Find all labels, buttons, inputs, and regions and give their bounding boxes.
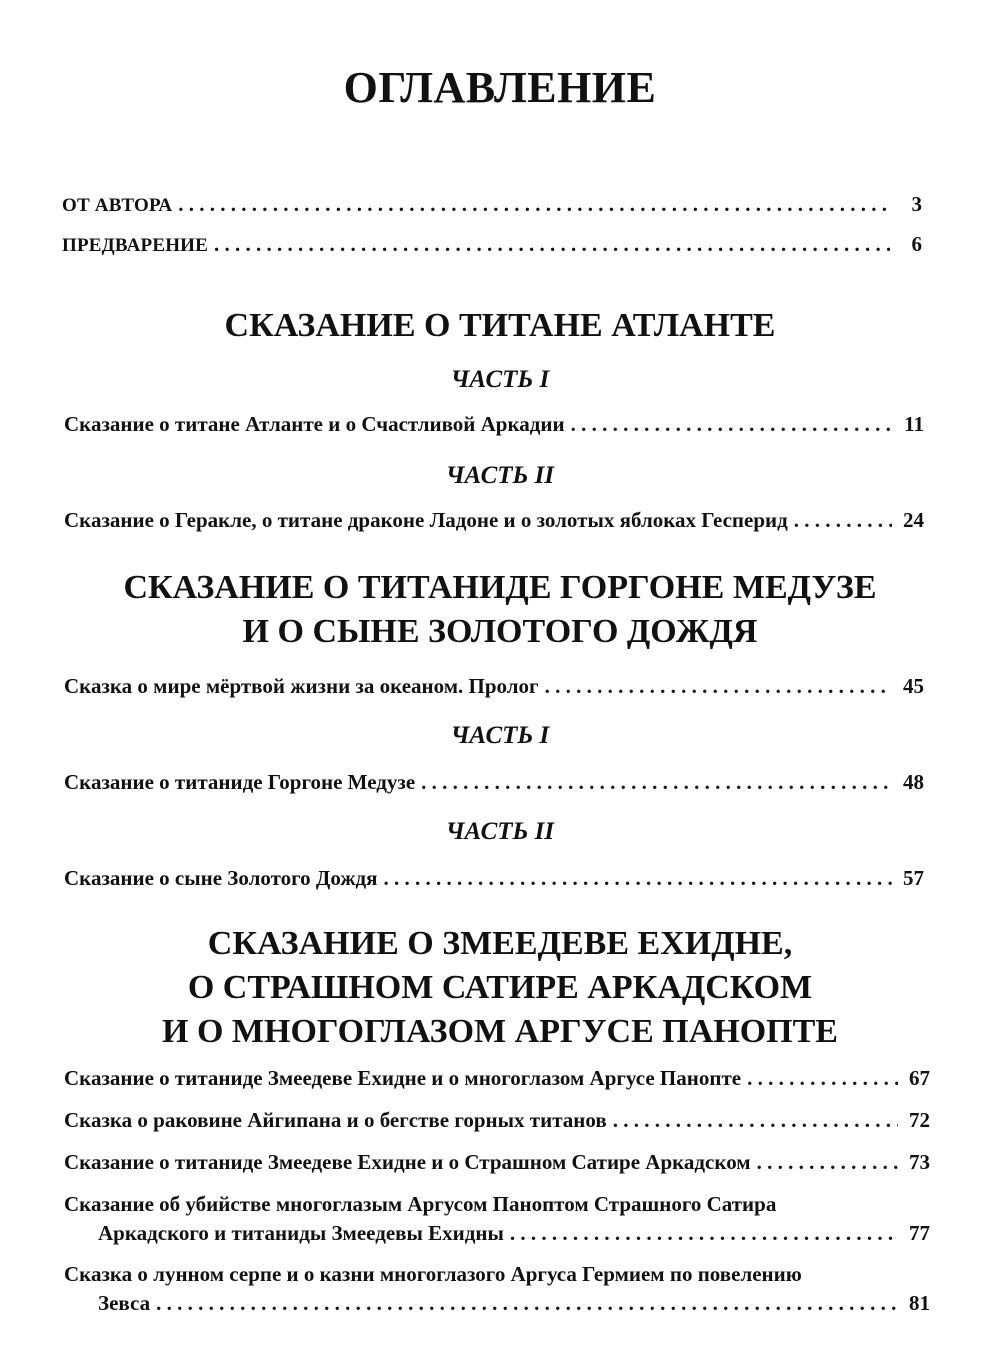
toc-entry-title: Сказка о раковине Айгипана и о бегстве горных титанов: [64, 1108, 607, 1132]
section-title-medusa: [60, 566, 940, 654]
toc-entry-page: 73: [909, 1150, 930, 1174]
part-label: ЧАСТЬ I: [450, 722, 550, 749]
toc-entry-title: Сказка о мире мёртвой жизни за океаном. Пролог: [64, 674, 539, 698]
toc-entry-page: 57: [903, 866, 924, 890]
section-title-line: И О СЫНЕ ЗОЛОТОГО ДОЖДЯ: [242, 613, 758, 650]
toc-entry-title: ОТ АВТОРА: [62, 195, 173, 216]
toc-entry[interactable]: [64, 412, 924, 437]
toc-entry-title: Сказание о титаниде Змеедеве Ехидне и о Страшном Сатире Аркадском: [64, 1150, 751, 1174]
dot-leader: [384, 866, 892, 891]
toc-entry-title: Сказание о Геракле, о титане драконе Ладоне и о золотых яблоках Гесперид: [64, 508, 788, 532]
toc-entry-page: 11: [904, 412, 924, 436]
dot-leader: [421, 770, 892, 795]
toc-entry-title-line1: Сказание об убийстве многоглазым Аргусом Паноптом Страшного Сатира: [64, 1192, 777, 1216]
dot-leader: [156, 1291, 898, 1316]
section-title-line: СКАЗАНИЕ О ТИТАНЕ АТЛАНТЕ: [224, 307, 776, 344]
part-label: ЧАСТЬ II: [445, 462, 555, 489]
dot-leader: [178, 192, 890, 217]
toc-entry[interactable]: [64, 770, 924, 795]
section-title-echidna: [60, 922, 940, 1054]
toc-entry-multiline[interactable]: [64, 1262, 930, 1316]
toc-entry-page: 67: [909, 1066, 930, 1090]
toc-entry[interactable]: [64, 674, 924, 699]
toc-entry[interactable]: [64, 1066, 930, 1091]
toc-entry[interactable]: [64, 1108, 930, 1133]
dot-leader: [545, 674, 892, 699]
toc-entry-preface[interactable]: [62, 232, 922, 257]
toc-entry-page: 48: [903, 770, 924, 794]
dot-leader: [613, 1108, 898, 1133]
section-title-atlas: [60, 304, 940, 348]
toc-entry[interactable]: [64, 866, 924, 891]
part-label: ЧАСТЬ II: [445, 818, 555, 845]
section-title-line: СКАЗАНИЕ О ЗМЕЕДЕВЕ ЕХИДНЕ,: [207, 925, 793, 962]
part-label: ЧАСТЬ I: [450, 366, 550, 393]
dot-leader: [510, 1221, 898, 1246]
toc-entry-title: ПРЕДВАРЕНИЕ: [62, 235, 209, 256]
toc-entry[interactable]: [64, 1150, 930, 1175]
toc-entry-title: Сказание о титане Атланте и о Счастливой Аркадии: [64, 412, 565, 436]
dot-leader: [747, 1066, 898, 1091]
dot-leader: [757, 1150, 898, 1175]
toc-entry-page: 81: [909, 1291, 930, 1315]
toc-entry-page: 72: [909, 1108, 930, 1132]
section-title-line: О СТРАШНОМ САТИРЕ АРКАДСКОМ: [187, 969, 813, 1006]
toc-entry-title-line2: Аркадского и титаниды Змеедевы Ехидны: [98, 1221, 504, 1245]
toc-entry[interactable]: [64, 508, 924, 533]
toc-entry-page: 6: [911, 232, 922, 256]
toc-entry-title-line2: Зевса: [98, 1291, 151, 1315]
toc-entry-multiline[interactable]: [64, 1192, 930, 1246]
section-title-line: СКАЗАНИЕ О ТИТАНИДЕ ГОРГОНЕ МЕДУЗЕ: [123, 569, 877, 606]
toc-entry-page: 3: [911, 192, 922, 216]
page-title: ОГЛАВЛЕНИЕ: [343, 63, 657, 112]
section-title-line: И О МНОГОГЛАЗОМ АРГУСЕ ПАНОПТЕ: [162, 1013, 838, 1050]
toc-entry-title: Сказание о титаниде Змеедеве Ехидне и о многоглазом Аргусе Панопте: [64, 1066, 742, 1090]
toc-entry-page: 77: [909, 1221, 930, 1245]
toc-entry-line2: [64, 1291, 930, 1316]
toc-entry-title-line1: Сказка о лунном серпе и о казни многоглазого Аргуса Гермием по повелению: [64, 1262, 802, 1286]
toc-entry-page: 24: [903, 508, 924, 532]
toc-entry-title: Сказание о сыне Золотого Дождя: [64, 866, 378, 890]
dot-leader: [214, 232, 890, 257]
dot-leader: [794, 508, 892, 533]
toc-entry-line2: [64, 1221, 930, 1246]
toc-entry-title: Сказание о титаниде Горгоне Медузе: [64, 770, 416, 794]
toc-entry-from-author[interactable]: [62, 192, 922, 217]
toc-entry-page: 45: [903, 674, 924, 698]
dot-leader: [571, 412, 892, 437]
